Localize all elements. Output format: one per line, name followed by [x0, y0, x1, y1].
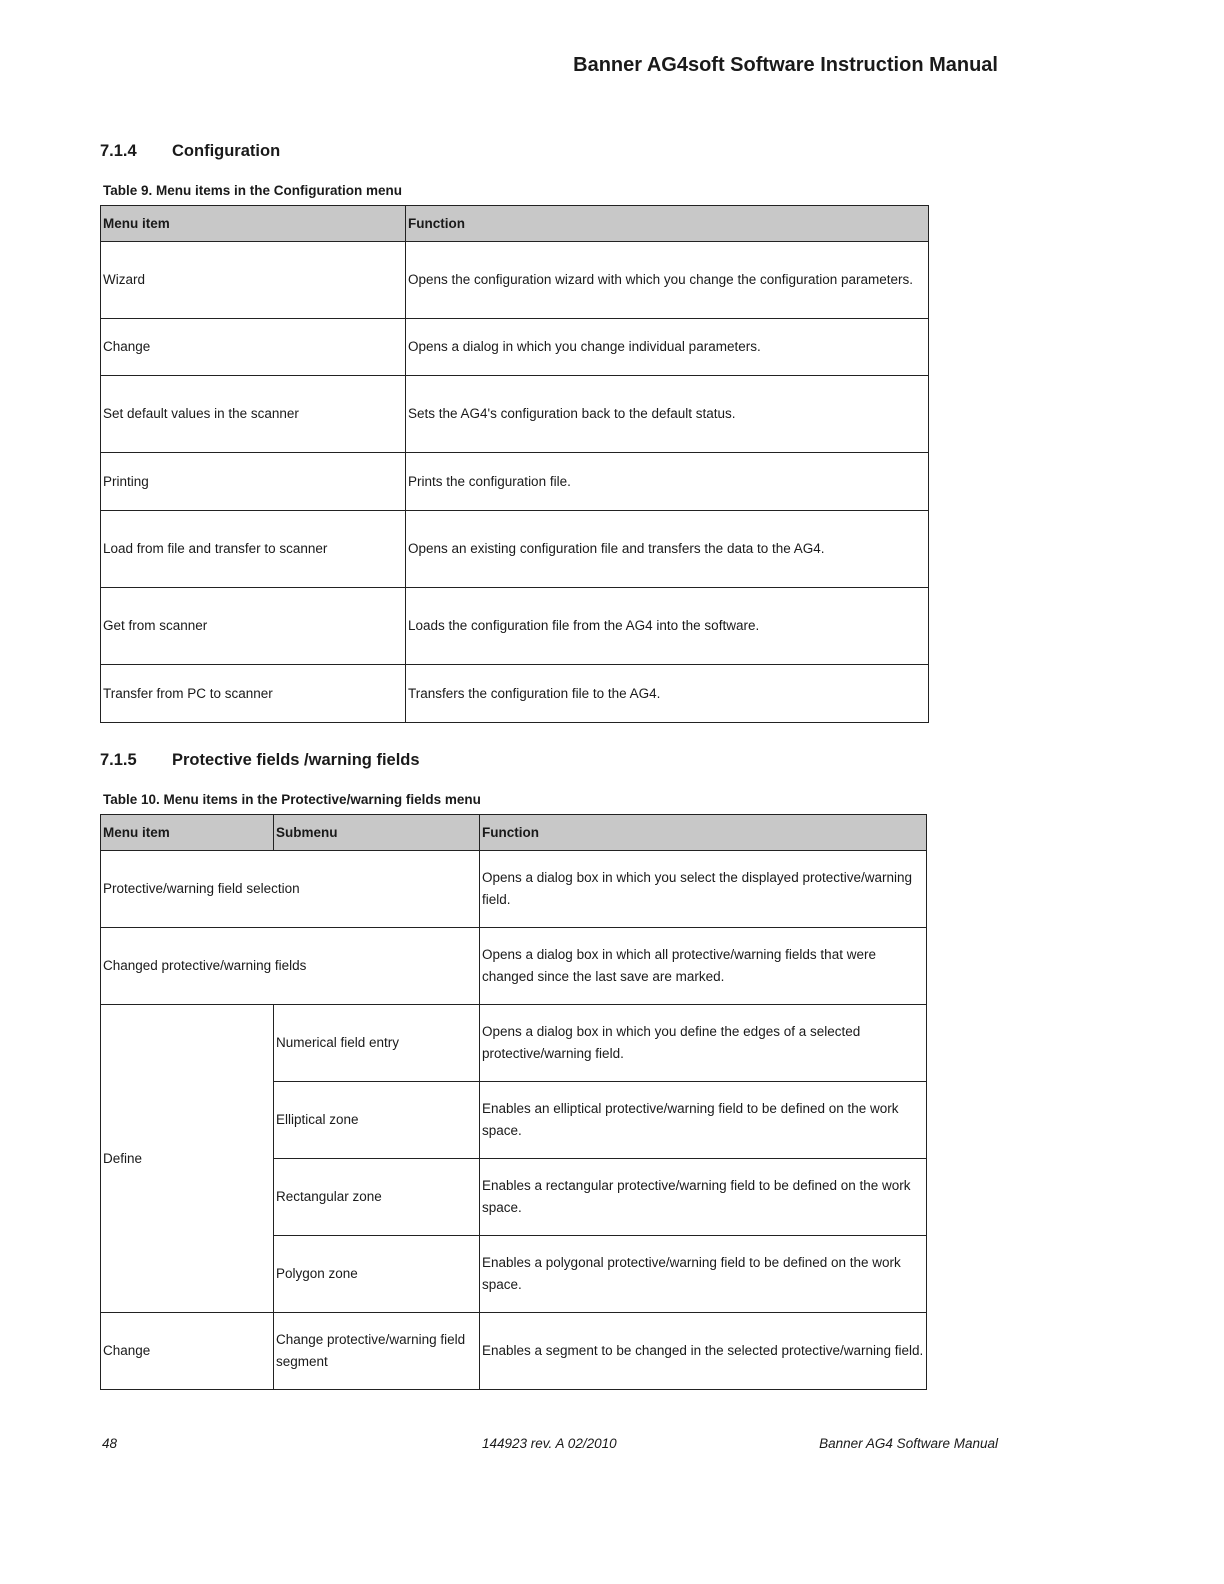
table-row — [101, 928, 927, 1005]
footer-revision: 144923 rev. A 02/2010 — [482, 1436, 617, 1451]
table-row — [101, 453, 929, 511]
submenu-cell: Change protective/warning field segment — [274, 1313, 480, 1390]
menu-item-cell: Define — [101, 1005, 274, 1313]
table-header-row — [101, 206, 929, 242]
column-header: Function — [480, 815, 927, 851]
menu-item-cell: Changed protective/warning fields — [101, 928, 480, 1005]
submenu-cell: Rectangular zone — [274, 1159, 480, 1236]
menu-item-cell: Change — [101, 319, 406, 376]
column-header: Submenu — [274, 815, 480, 851]
menu-item-cell: Protective/warning field selection — [101, 851, 480, 928]
table-row — [101, 665, 929, 723]
column-header: Function — [406, 206, 929, 242]
submenu-cell: Polygon zone — [274, 1236, 480, 1313]
section-heading-protective-fields — [100, 751, 420, 770]
table-caption: Table 10. Menu items in the Protective/warning fields menu — [103, 792, 481, 807]
function-cell: Opens a dialog in which you change individual parameters. — [406, 319, 929, 376]
function-cell: Enables a rectangular protective/warning field to be defined on the work space. — [480, 1159, 927, 1236]
menu-item-cell: Set default values in the scanner — [101, 376, 406, 453]
table-row — [101, 319, 929, 376]
table-row — [101, 588, 929, 665]
table-row — [101, 1313, 927, 1390]
table-row — [101, 1005, 927, 1082]
function-cell: Opens a dialog box in which you select the displayed protective/warning field. — [480, 851, 927, 928]
function-cell: Transfers the configuration file to the AG4. — [406, 665, 929, 723]
function-cell: Opens a dialog box in which all protective/warning fields that were changed since the last save are marked. — [480, 928, 927, 1005]
section-title: Protective fields /warning fields — [172, 751, 420, 769]
menu-item-cell: Printing — [101, 453, 406, 511]
protective-fields-menu-table — [100, 814, 927, 1390]
footer-page-number: 48 — [102, 1436, 118, 1451]
section-number: 7.1.4 — [100, 142, 137, 160]
submenu-cell: Elliptical zone — [274, 1082, 480, 1159]
table-row — [101, 376, 929, 453]
section-heading-configuration — [100, 142, 280, 161]
function-cell: Enables a segment to be changed in the selected protective/warning field. — [480, 1313, 927, 1390]
footer-manual-title: Banner AG4 Software Manual — [819, 1436, 998, 1451]
function-cell: Sets the AG4's configuration back to the default status. — [406, 376, 929, 453]
submenu-cell: Numerical field entry — [274, 1005, 480, 1082]
page-header-title: Banner AG4soft Software Instruction Manual — [573, 54, 998, 76]
function-cell: Opens the configuration wizard with which you change the configuration parameters. — [406, 242, 929, 319]
menu-item-cell: Wizard — [101, 242, 406, 319]
function-cell: Enables an elliptical protective/warning field to be defined on the work space. — [480, 1082, 927, 1159]
column-header: Menu item — [101, 815, 274, 851]
function-cell: Enables a polygonal protective/warning field to be defined on the work space. — [480, 1236, 927, 1313]
column-header: Menu item — [101, 206, 406, 242]
section-number: 7.1.5 — [100, 751, 137, 769]
menu-item-cell: Get from scanner — [101, 588, 406, 665]
menu-item-cell: Transfer from PC to scanner — [101, 665, 406, 723]
section-title: Configuration — [172, 142, 281, 160]
table-header-row — [101, 815, 927, 851]
function-cell: Opens an existing configuration file and transfers the data to the AG4. — [406, 511, 929, 588]
function-cell: Opens a dialog box in which you define the edges of a selected protective/warning field. — [480, 1005, 927, 1082]
menu-item-cell: Load from file and transfer to scanner — [101, 511, 406, 588]
table-row — [101, 511, 929, 588]
function-cell: Prints the configuration file. — [406, 453, 929, 511]
menu-item-cell: Change — [101, 1313, 274, 1390]
table-row — [101, 242, 929, 319]
table-caption: Table 9. Menu items in the Configuration menu — [103, 183, 403, 198]
function-cell: Loads the configuration file from the AG4 into the software. — [406, 588, 929, 665]
table-row — [101, 851, 927, 928]
configuration-menu-table — [100, 205, 929, 723]
